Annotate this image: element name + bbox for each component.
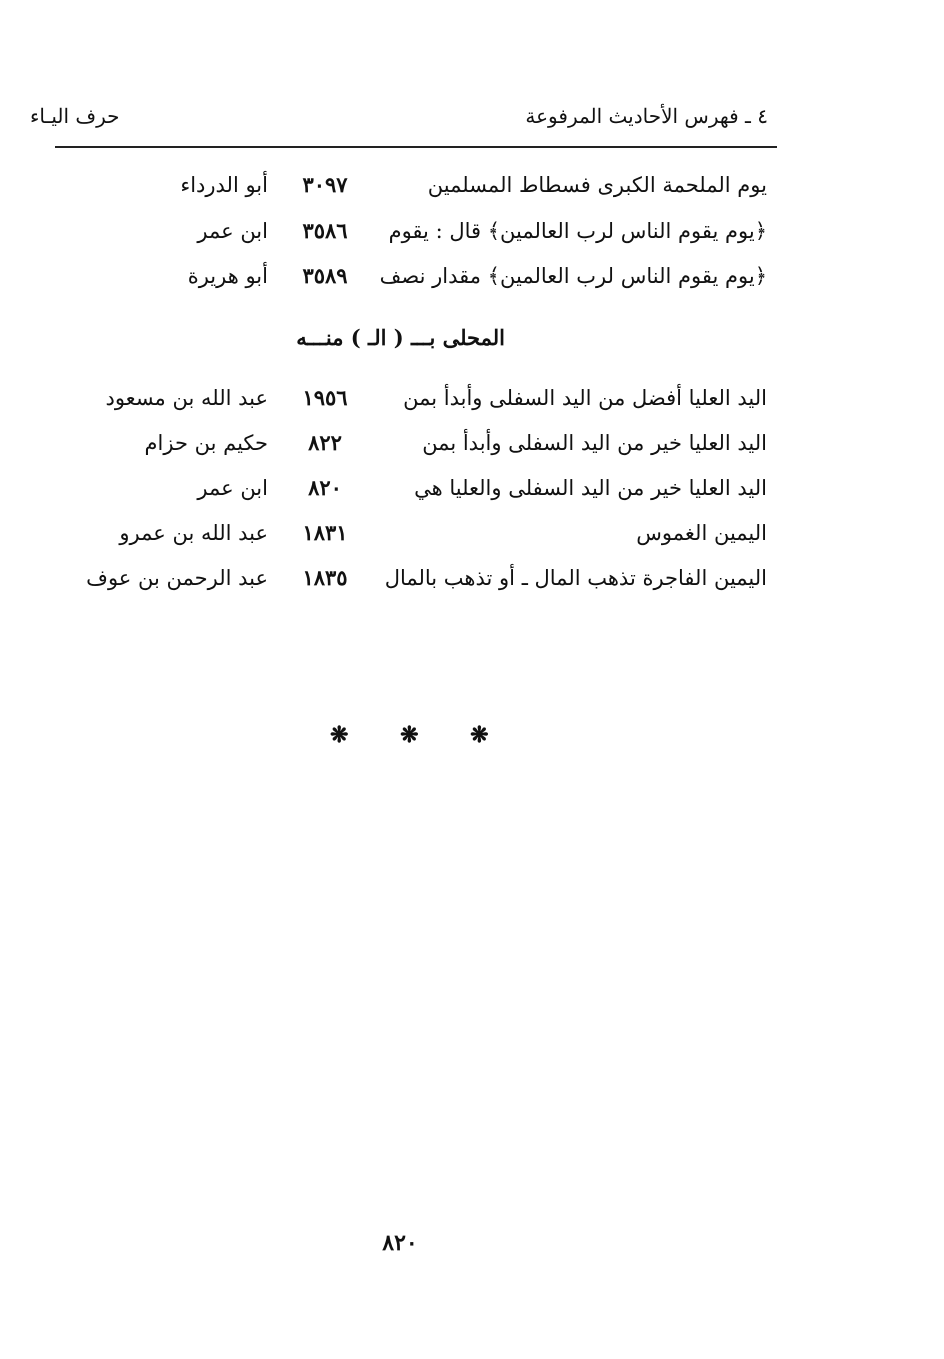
hadith-text: اليد العليا أفضل من اليد السفلى وأبدأ بمن xyxy=(403,386,767,410)
index-entry xyxy=(0,215,944,247)
hadith-number: ١٨٣١ xyxy=(302,520,348,545)
hadith-text: اليد العليا خير من اليد السفلى وأبدأ بمن xyxy=(422,431,767,455)
hadith-text: اليمين الفاجرة تذهب المال ـ أو تذهب بالمال xyxy=(384,566,767,590)
index-entry xyxy=(0,260,944,292)
hadith-text: ﴿يوم يقوم الناس لرب العالمين﴾ قال : يقوم xyxy=(388,219,767,243)
section-heading: المحلى بـــ ( الـ ) منـــه xyxy=(296,325,505,350)
page-number: ٨٢٠ xyxy=(382,1230,418,1256)
running-header-title: ٤ ـ فهرس الأحاديث المرفوعة xyxy=(525,104,768,128)
narrator-name: حكيم بن حزام xyxy=(144,431,268,455)
index-entry xyxy=(0,169,944,201)
narrator-name: ابن عمر xyxy=(197,476,268,500)
index-entry xyxy=(0,472,944,504)
narrator-name: أبو الدرداء xyxy=(180,173,268,197)
index-entry xyxy=(0,517,944,549)
hadith-number: ٣٠٩٧ xyxy=(302,172,348,197)
hadith-number: ٣٥٨٩ xyxy=(302,263,348,288)
narrator-name: ابن عمر xyxy=(197,219,268,243)
narrator-name: عبد الرحمن بن عوف xyxy=(86,566,268,590)
index-entry xyxy=(0,427,944,459)
hadith-number: ٨٢٠ xyxy=(308,475,342,500)
header-rule xyxy=(55,146,777,148)
hadith-text: اليمين الغموس xyxy=(636,521,767,545)
hadith-number: ٨٢٢ xyxy=(308,430,342,455)
hadith-number: ١٩٥٦ xyxy=(302,385,348,410)
hadith-text: ﴿يوم يقوم الناس لرب العالمين﴾ مقدار نصف xyxy=(379,264,767,288)
asterism-separator: ❋ ❋ ❋ xyxy=(330,722,511,748)
index-entry xyxy=(0,562,944,594)
hadith-text: يوم الملحمة الكبرى فسطاط المسلمين xyxy=(427,173,767,197)
narrator-name: عبد الله بن عمرو xyxy=(119,521,268,545)
hadith-number: ٣٥٨٦ xyxy=(302,218,348,243)
narrator-name: عبد الله بن مسعود xyxy=(105,386,268,410)
running-header-section: حرف اليـاء xyxy=(30,104,120,128)
narrator-name: أبو هريرة xyxy=(187,264,268,288)
hadith-number: ١٨٣٥ xyxy=(302,565,348,590)
hadith-text: اليد العليا خير من اليد السفلى والعليا هي xyxy=(414,476,767,500)
index-entry xyxy=(0,382,944,414)
